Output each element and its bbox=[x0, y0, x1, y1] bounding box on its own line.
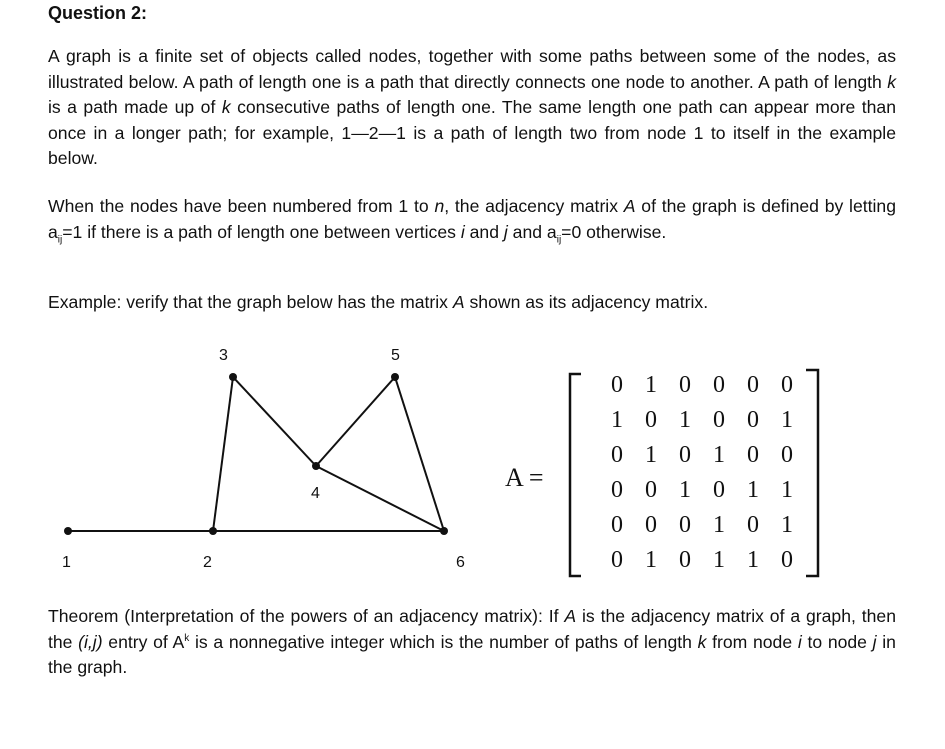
node-label-6: 6 bbox=[456, 554, 465, 571]
matrix-cell: 0 bbox=[713, 407, 725, 433]
node-label-1: 1 bbox=[62, 554, 71, 571]
node-3-dot bbox=[229, 373, 237, 381]
matrix-cell: 0 bbox=[645, 407, 657, 433]
node-label-4: 4 bbox=[311, 485, 320, 502]
matrix-cell: 1 bbox=[645, 442, 657, 468]
matrix-cell: 0 bbox=[611, 477, 623, 503]
edge-3-4 bbox=[233, 377, 316, 466]
matrix-cell: 1 bbox=[781, 477, 793, 503]
matrix-cell: 1 bbox=[611, 407, 623, 433]
matrix-cell: 0 bbox=[747, 372, 759, 398]
matrix-cell: 0 bbox=[747, 442, 759, 468]
node-4-dot bbox=[312, 462, 320, 470]
matrix-cells bbox=[611, 372, 793, 573]
matrix-cell: 0 bbox=[611, 372, 623, 398]
matrix-cell: 1 bbox=[713, 512, 725, 538]
matrix-cell: 0 bbox=[679, 372, 691, 398]
theorem-paragraph: Theorem (Interpretation of the powers of an adjacency matrix): If A is the adjacency matrix of a graph, then the (i,j) entry of $A^k$ is a nonnegative integer which is the number of paths of length k from node i to node j in the graph. bbox=[48, 606, 896, 677]
node-label-5: 5 bbox=[391, 347, 400, 364]
left-bracket bbox=[570, 374, 581, 576]
edge-4-5 bbox=[316, 377, 395, 466]
matrix-cell: 1 bbox=[645, 547, 657, 573]
matrix-cell: 1 bbox=[781, 512, 793, 538]
node-label-3: 3 bbox=[219, 347, 228, 364]
node-6-dot bbox=[440, 527, 448, 535]
definition-paragraph: When the nodes have been numbered from 1 to n, the adjacency matrix A of the graph is defined by letting $a_{ij}=1$ if there is a path of length one between vertices i and j and $a_{ij}=0$ otherwise. bbox=[48, 196, 896, 246]
matrix-cell: 0 bbox=[713, 477, 725, 503]
matrix-cell: 0 bbox=[747, 512, 759, 538]
matrix-cell: 0 bbox=[713, 372, 725, 398]
matrix-cell: 1 bbox=[747, 477, 759, 503]
matrix-cell: 0 bbox=[781, 372, 793, 398]
edge-4-6 bbox=[316, 466, 444, 531]
matrix-cell: 0 bbox=[645, 477, 657, 503]
matrix-cell: 0 bbox=[747, 407, 759, 433]
node-2-dot bbox=[209, 527, 217, 535]
matrix-cell: 1 bbox=[781, 407, 793, 433]
matrix-label: A = bbox=[505, 463, 544, 492]
matrix-cell: 0 bbox=[781, 442, 793, 468]
matrix-cell: 1 bbox=[713, 442, 725, 468]
matrix-cell: 1 bbox=[679, 477, 691, 503]
matrix-cell: 1 bbox=[679, 407, 691, 433]
matrix-cell: 0 bbox=[679, 442, 691, 468]
matrix-cell: 0 bbox=[611, 547, 623, 573]
matrix-cell: 0 bbox=[611, 512, 623, 538]
matrix-cell: 0 bbox=[679, 512, 691, 538]
node-5-dot bbox=[391, 373, 399, 381]
matrix-cell: 0 bbox=[645, 512, 657, 538]
edge-2-3 bbox=[213, 377, 233, 531]
right-bracket bbox=[806, 370, 818, 576]
example-paragraph: Example: verify that the graph below has the matrix A shown as its adjacency matrix. bbox=[48, 292, 709, 312]
matrix-cell: 1 bbox=[713, 547, 725, 573]
edge-5-6 bbox=[395, 377, 444, 531]
matrix-cell: 0 bbox=[679, 547, 691, 573]
matrix-cell: 1 bbox=[747, 547, 759, 573]
intro-paragraph: A graph is a finite set of objects called nodes, together with some paths between some of the nodes, as illustrated below. A path of length one is a path that directly connects one node to another. A path of length k is a path made up of k consecutive paths of length one. The same length one path can appear more than once in a longer path; for example, 1—2—1 is a path of length two from node 1 to itself in the example below. bbox=[48, 46, 896, 168]
question-title: Question 2: bbox=[48, 3, 148, 23]
matrix-cell: 0 bbox=[781, 547, 793, 573]
node-label-2: 2 bbox=[203, 554, 212, 571]
matrix-cell: 1 bbox=[645, 372, 657, 398]
matrix-cell: 0 bbox=[611, 442, 623, 468]
node-1-dot bbox=[64, 527, 72, 535]
